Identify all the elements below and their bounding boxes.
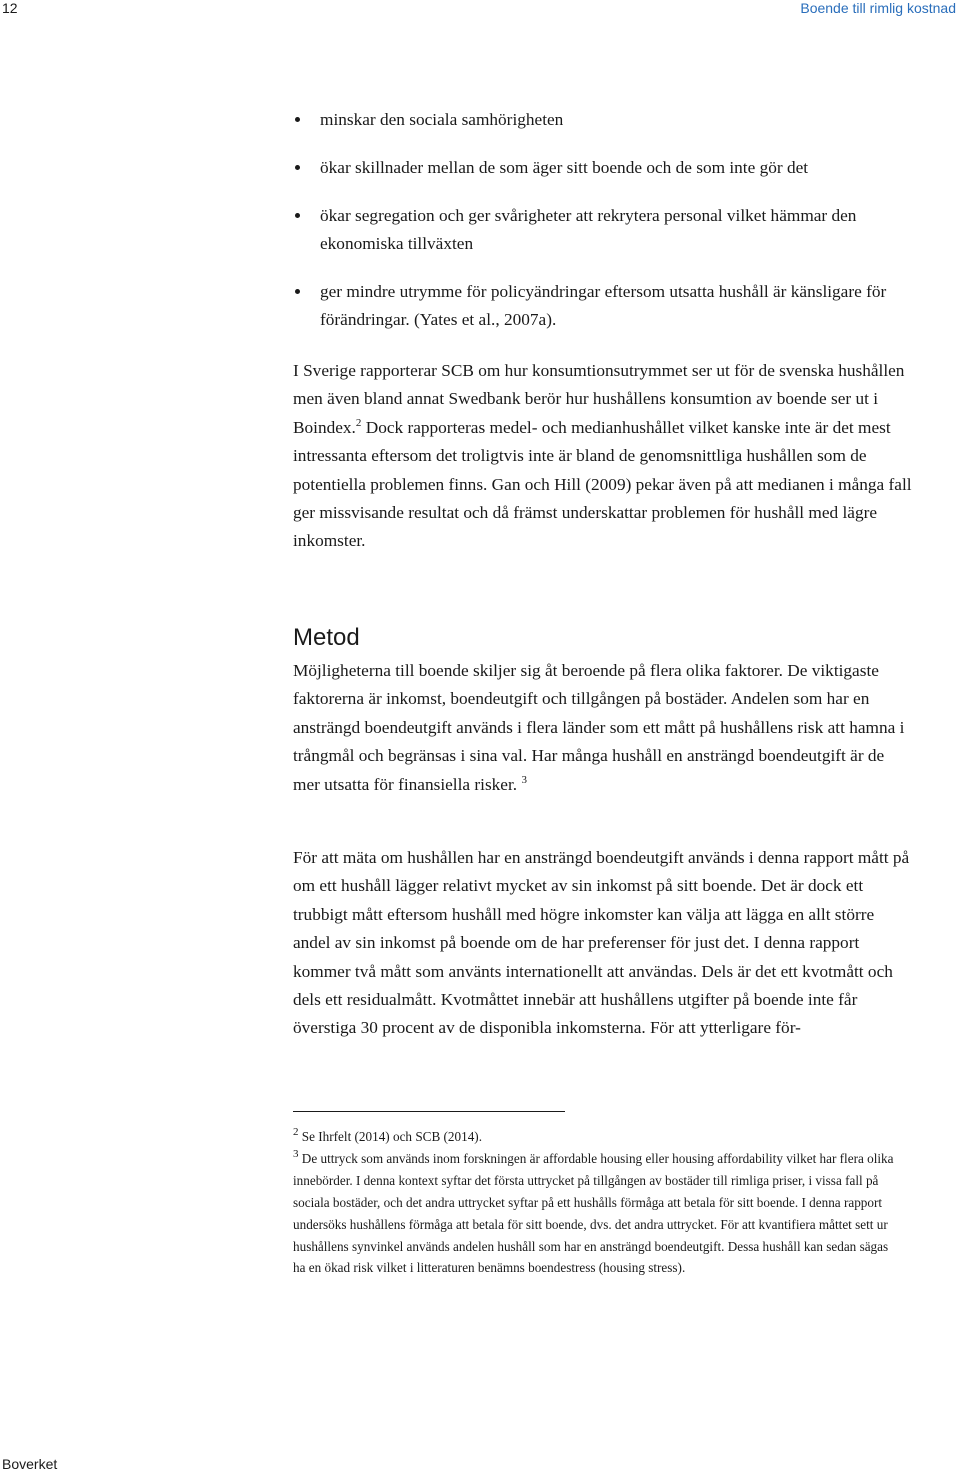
footnote-text: Se Ihrfelt (2014) och SCB (2014).: [301, 1129, 482, 1144]
bullet-text: minskar den sociala samhörigheten: [320, 110, 564, 129]
bullet-icon: [295, 289, 300, 294]
document-title: Boende till rimlig kostnad: [800, 0, 956, 16]
footnote-number: 2: [293, 1126, 299, 1138]
bullet-icon: [295, 117, 300, 122]
bullet-item: [293, 106, 933, 134]
section-heading-metod: Metod: [293, 624, 360, 651]
footnote-text: De uttryck som används inom forskningen är affordable housing eller housing affordability vilket har flera olika innebörder. I denna kontext syftar det första uttrycket på tillgången av bostäder till rimliga priser, i vissa fall på sociala bostäder, och det andra uttrycket syftar på ett hushålls förmåga att betala för sitt boende. I denna rapport undersöks hushållens förmåga att betala för sitt boende, dvs. det andra uttrycket. För att kvantifiera måttet sett ur hushållens synvinkel används andelen hushåll som har en ansträngd boendeutgift. Dessa hushåll kan sedan sägas ha en ökad risk vilket i litteraturen benämns boendestress (housing stress).: [293, 1150, 894, 1276]
bullet-icon: [295, 213, 300, 218]
footnote-ref-3[interactable]: 3: [521, 773, 527, 786]
bullet-icon: [295, 165, 300, 170]
footnote-ref-2[interactable]: 2: [355, 416, 362, 429]
bullet-item: [293, 202, 933, 258]
bullet-item: [293, 154, 933, 182]
paragraph-text: I Sverige rapporterar SCB om hur konsumtionsutrymmet ser ut för de svenska hushållen men även bland annat Swedbank berör hur hushållens konsumtion av boende ser ut i Boindex.: [293, 361, 905, 437]
bullet-text: ökar skillnader mellan de som äger sitt boende och de som inte gör det: [320, 158, 809, 177]
paragraph-metod: [293, 657, 913, 799]
bullet-text: ökar segregation och ger svårigheter att rekrytera personal vilket hämmar den ekonomiska tillväxten: [320, 206, 857, 253]
footnote-number: 3: [293, 1147, 299, 1160]
paragraph-text: Dock rapporteras medel- och medianhushållet vilket kanske inte är det mest intressanta eftersom det troligtvis inte är bland de genomsnittliga hushållen som de potentiella problemen finns. Gan och Hill (2009) pekar även på att medianen i många fall ger missvisande resultat och då främst underskattar problemen för hushåll med lägre inkomster.: [293, 417, 912, 551]
footnote-3: [293, 1148, 903, 1279]
footnotes: [293, 1126, 903, 1279]
bullet-item: [293, 278, 933, 334]
paragraph-text: Möjligheterna till boende skiljer sig åt beroende på flera olika faktorer. De viktigaste faktorerna är inkomst, boendeutgift och tillgången på bostäder. Andelen som har en ansträngd boendeutgift används i flera länder som ett mått på hushållens risk att hamna i trångmål och begränsas i sina val. Har många hushåll en ansträngd boendeutgift är de mer utsatta för finansiella risker.: [293, 661, 905, 794]
page-number: 12: [2, 0, 18, 16]
running-footer: Boverket: [2, 1456, 58, 1472]
footnote-2: [293, 1126, 903, 1148]
bullet-list: [293, 106, 933, 354]
running-header: [0, 0, 960, 20]
paragraph-sverige: [293, 357, 913, 556]
paragraph-matt: För att mäta om hushållen har en ansträngd boendeutgift används i denna rapport mått på om ett hushåll lägger relativt mycket av sin inkomst på sitt boende. Det är dock ett trubbigt mått eftersom hushåll med högre inkomster kan välja att lägga en allt större andel av sin inkomst på boende om de har preferenser för just det. I denna rapport kommer två mått som använts internationellt att användas. Dels är det ett kvotmått och dels ett residualmått. Kvotmåttet innebär att hushållens utgifter på boende inte får överstiga 30 procent av de disponibla inkomsterna. För att ytterligare för-: [293, 848, 910, 1038]
footnote-divider: [293, 1111, 565, 1112]
bullet-text: ger mindre utrymme för policyändringar eftersom utsatta hushåll är känsligare för förändringar. (Yates et al., 2007a).: [320, 282, 887, 329]
